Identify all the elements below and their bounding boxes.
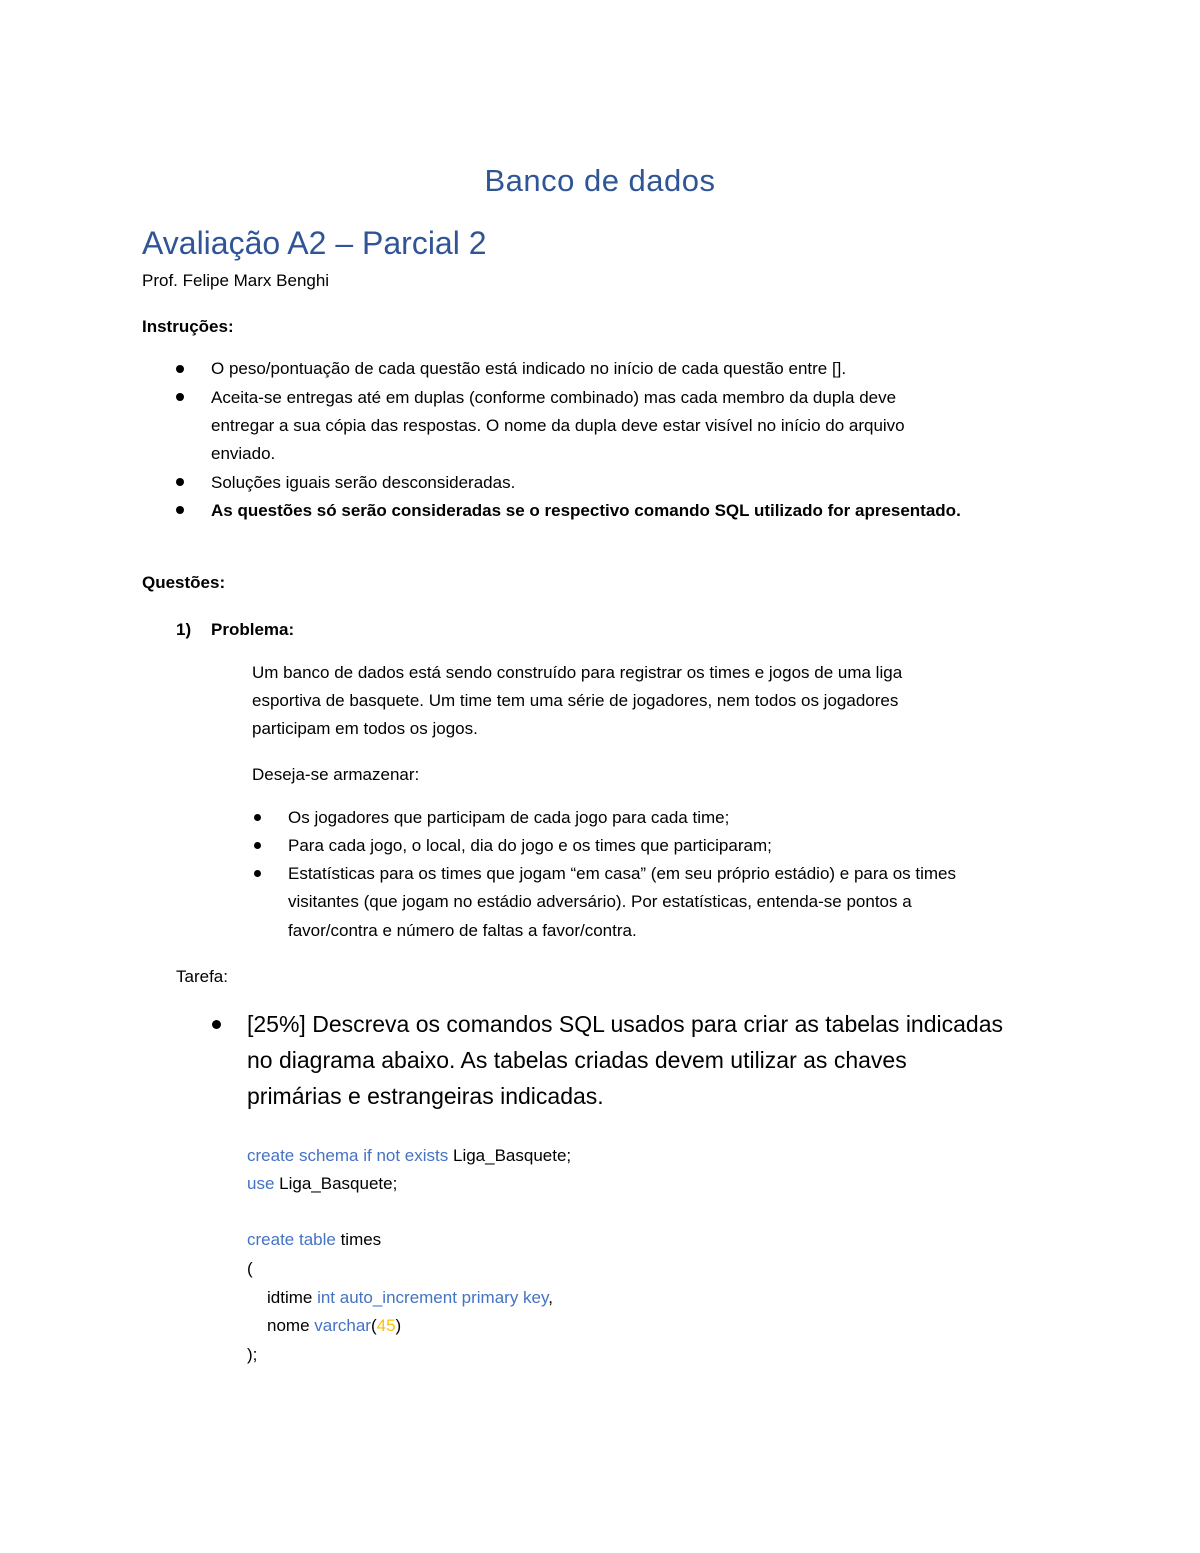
sql-keyword: create schema if not exists <box>247 1146 449 1165</box>
sql-text: , <box>548 1288 553 1307</box>
bullet-icon <box>212 1020 221 1029</box>
bullet-icon <box>176 393 184 401</box>
instruction-item-bold: As questões só serão consideradas se o respectivo comando SQL utilizado for apresentado. <box>211 501 961 520</box>
sql-keyword: varchar <box>314 1316 371 1335</box>
questions-heading: Questões: <box>142 573 226 592</box>
store-item: Os jogadores que participam de cada jogo para cada time; <box>288 808 730 827</box>
sql-text: ) <box>395 1316 402 1335</box>
document-title: Banco de dados <box>484 163 716 198</box>
code-line-4: ( <box>247 1259 253 1278</box>
instructions-heading: Instruções: <box>142 317 234 336</box>
store-item-cont: visitantes (que jogam no estádio adversário). Por estatísticas, entenda-se pontos a <box>288 892 912 911</box>
instruction-item-cont: enviado. <box>211 444 276 463</box>
bullet-icon <box>176 365 184 373</box>
bullet-icon <box>254 870 261 877</box>
sql-column: nome <box>267 1316 315 1335</box>
sql-number: 45 <box>376 1316 396 1335</box>
question-label: Problema: <box>211 620 295 639</box>
store-item-cont: favor/contra e número de faltas a favor/contra. <box>288 921 637 940</box>
store-item: Para cada jogo, o local, dia do jogo e os times que participaram; <box>288 836 772 855</box>
code-line-7: ); <box>247 1345 258 1364</box>
bullet-icon <box>254 842 261 849</box>
code-line-3 <box>247 1230 381 1250</box>
sql-text: ( <box>370 1316 377 1335</box>
code-line-5 <box>267 1288 553 1308</box>
problem-paragraph-line: Um banco de dados está sendo construído para registrar os times e jogos de uma liga <box>252 663 903 682</box>
instruction-item: Soluções iguais serão desconsideradas. <box>211 473 516 492</box>
task-line: no diagrama abaixo. As tabelas criadas devem utilizar as chaves <box>247 1047 907 1073</box>
task-heading: Tarefa: <box>176 967 228 986</box>
sql-keyword: use <box>247 1174 275 1193</box>
store-item: Estatísticas para os times que jogam “em casa” (em seu próprio estádio) e para os times <box>288 864 957 883</box>
sql-text: times <box>335 1230 382 1249</box>
code-line-2 <box>247 1174 397 1194</box>
store-heading: Deseja-se armazenar: <box>252 765 420 784</box>
bullet-icon <box>254 814 261 821</box>
task-line: [25%] Descreva os comandos SQL usados para criar as tabelas indicadas <box>247 1011 1003 1037</box>
question-number: 1) <box>176 620 192 639</box>
code-line-6 <box>267 1316 401 1336</box>
sql-column: idtime <box>267 1288 318 1307</box>
document-subtitle: Avaliação A2 – Parcial 2 <box>142 225 487 261</box>
sql-keyword: int auto_increment primary key <box>317 1288 549 1307</box>
instruction-item: O peso/pontuação de cada questão está indicado no início de cada questão entre []. <box>211 359 847 378</box>
problem-paragraph-line: esportiva de basquete. Um time tem uma série de jogadores, nem todos os jogadores <box>252 691 899 710</box>
sql-text: Liga_Basquete; <box>448 1146 572 1165</box>
problem-paragraph-line: participam em todos os jogos. <box>252 719 478 738</box>
task-line: primárias e estrangeiras indicadas. <box>247 1083 604 1109</box>
sql-text: Liga_Basquete; <box>274 1174 398 1193</box>
instruction-item: Aceita-se entregas até em duplas (conforme combinado) mas cada membro da dupla deve <box>211 388 897 407</box>
code-line-1 <box>247 1146 571 1166</box>
author-line: Prof. Felipe Marx Benghi <box>142 271 330 290</box>
sql-keyword: create table <box>247 1230 336 1249</box>
bullet-icon <box>176 506 184 514</box>
bullet-icon <box>176 478 184 486</box>
instruction-item-cont: entregar a sua cópia das respostas. O nome da dupla deve estar visível no início do arquivo <box>211 416 905 435</box>
